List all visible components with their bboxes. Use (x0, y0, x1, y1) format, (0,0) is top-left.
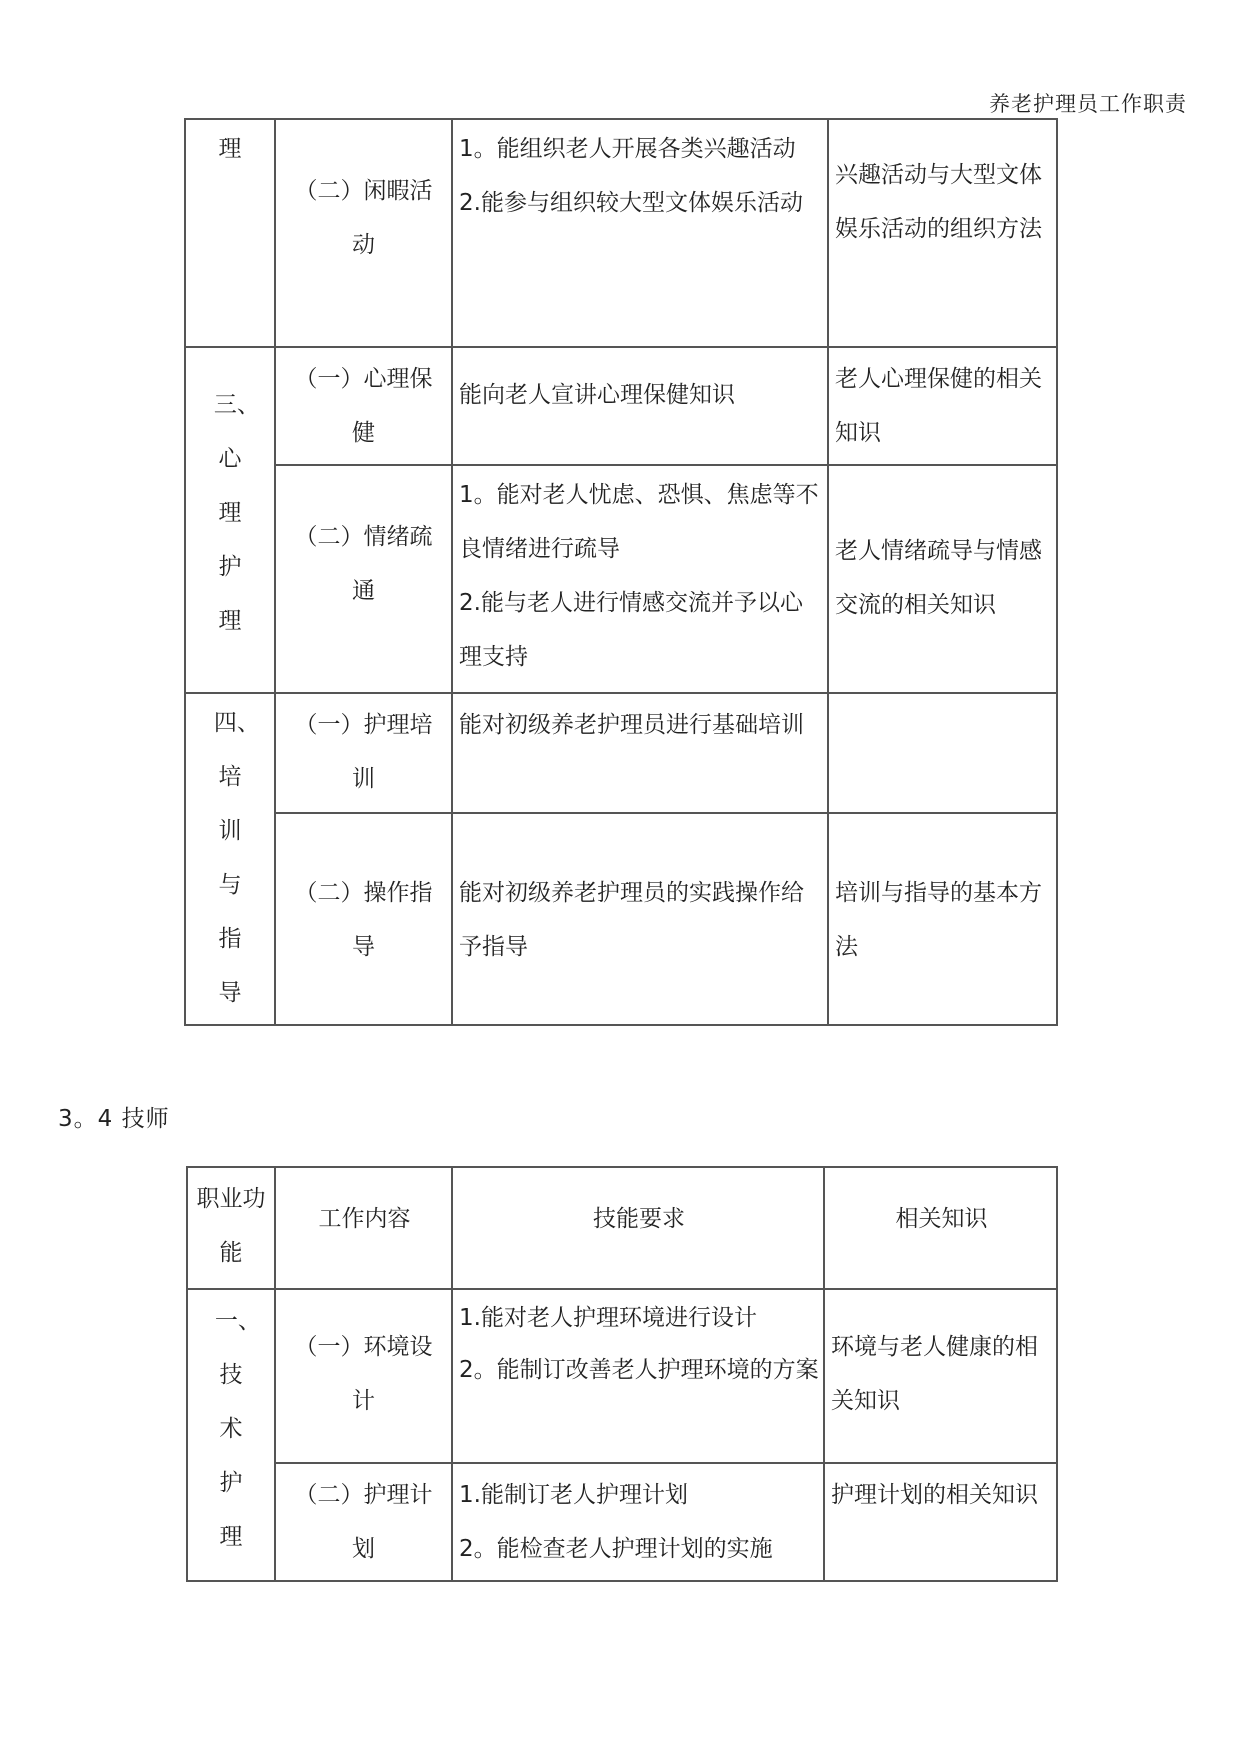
header-skill-text: 技能要求 (593, 1206, 685, 1232)
skill-text: 1。能对老人忧虑、恐惧、焦虑等不良情绪进行疏导 2.能与老人进行情感交流并予以心理支持 (459, 482, 819, 670)
header-func-cell (187, 1167, 275, 1289)
header-func-text: 职业功能 (196, 1186, 266, 1266)
table-row (185, 347, 1057, 465)
function-text: 一、技术护理 (214, 1308, 261, 1550)
header-knowledge-cell (824, 1167, 1057, 1289)
knowledge-text: 兴趣活动与大型文体娱乐活动的组织方法 (835, 162, 1042, 242)
knowledge-cell (824, 1463, 1057, 1581)
content-text: （二）操作指导 (294, 880, 433, 960)
content-text: （二）护理计划 (294, 1482, 433, 1562)
table-header-row (187, 1167, 1057, 1289)
function-cell (187, 1289, 275, 1581)
function-text: 三、心理护理 (213, 392, 260, 634)
header-content-text: 工作内容 (318, 1206, 411, 1232)
skill-cell (452, 1289, 824, 1463)
content-text: （二）情绪疏通 (294, 524, 433, 604)
knowledge-text (829, 694, 1056, 708)
content-cell (275, 1289, 452, 1463)
knowledge-text: 培训与指导的基本方法 (835, 880, 1042, 960)
content-cell (275, 347, 452, 465)
knowledge-text: 环境与老人健康的相关知识 (831, 1334, 1038, 1414)
function-cell (185, 347, 275, 693)
knowledge-cell (828, 347, 1057, 465)
content-text: （二）闲暇活动 (294, 178, 433, 258)
table-row (187, 1289, 1057, 1463)
header-knowledge-text: 相关知识 (895, 1206, 988, 1232)
skill-text: 1.能对老人护理环境进行设计 2。能制订改善老人护理环境的方案 (459, 1305, 819, 1383)
knowledge-cell (828, 465, 1057, 693)
skill-cell (452, 693, 828, 813)
knowledge-cell (828, 813, 1057, 1025)
skill-text: 能对初级养老护理员进行基础培训 (459, 712, 804, 738)
skill-text: 1.能制订老人护理计划 2。能检查老人护理计划的实施 (459, 1482, 773, 1562)
knowledge-text: 护理计划的相关知识 (831, 1482, 1038, 1508)
knowledge-cell (824, 1289, 1057, 1463)
header-content-cell (275, 1167, 452, 1289)
function-text: 理 (218, 136, 242, 162)
knowledge-text: 老人情绪疏导与情感交流的相关知识 (835, 538, 1042, 618)
content-cell (275, 693, 452, 813)
content-cell (275, 813, 452, 1025)
section-title: 3。4 技师 (58, 1106, 170, 1132)
table-row (185, 465, 1057, 693)
header-skill-cell (452, 1167, 824, 1289)
function-cell (185, 119, 275, 347)
content-text: （一）心理保健 (294, 366, 433, 446)
skill-text: 能对初级养老护理员的实践操作给予指导 (459, 880, 804, 960)
knowledge-cell (828, 119, 1057, 347)
knowledge-text: 老人心理保健的相关知识 (835, 366, 1042, 446)
table-row (187, 1463, 1057, 1581)
page-header: 养老护理员工作职责 (989, 92, 1187, 116)
skills-table-continued (184, 118, 1058, 1026)
content-cell (275, 465, 452, 693)
table-row (185, 693, 1057, 813)
skill-cell (452, 347, 828, 465)
content-text: （一）环境设计 (294, 1334, 433, 1414)
table-row (185, 813, 1057, 1025)
content-text: （一）护理培训 (294, 712, 433, 792)
function-text: 四、培训与指导 (213, 710, 260, 1006)
technician-skills-table (186, 1166, 1058, 1582)
function-cell (185, 693, 275, 1025)
skill-text: 1。能组织老人开展各类兴趣活动 2.能参与组织较大型文体娱乐活动 (459, 136, 803, 216)
table-row (185, 119, 1057, 347)
knowledge-cell (828, 693, 1057, 813)
skill-text: 能向老人宣讲心理保健知识 (459, 382, 735, 408)
skill-cell (452, 1463, 824, 1581)
content-cell (275, 1463, 452, 1581)
skill-cell (452, 813, 828, 1025)
skill-cell (452, 465, 828, 693)
skill-cell (452, 119, 828, 347)
content-cell (275, 119, 452, 347)
